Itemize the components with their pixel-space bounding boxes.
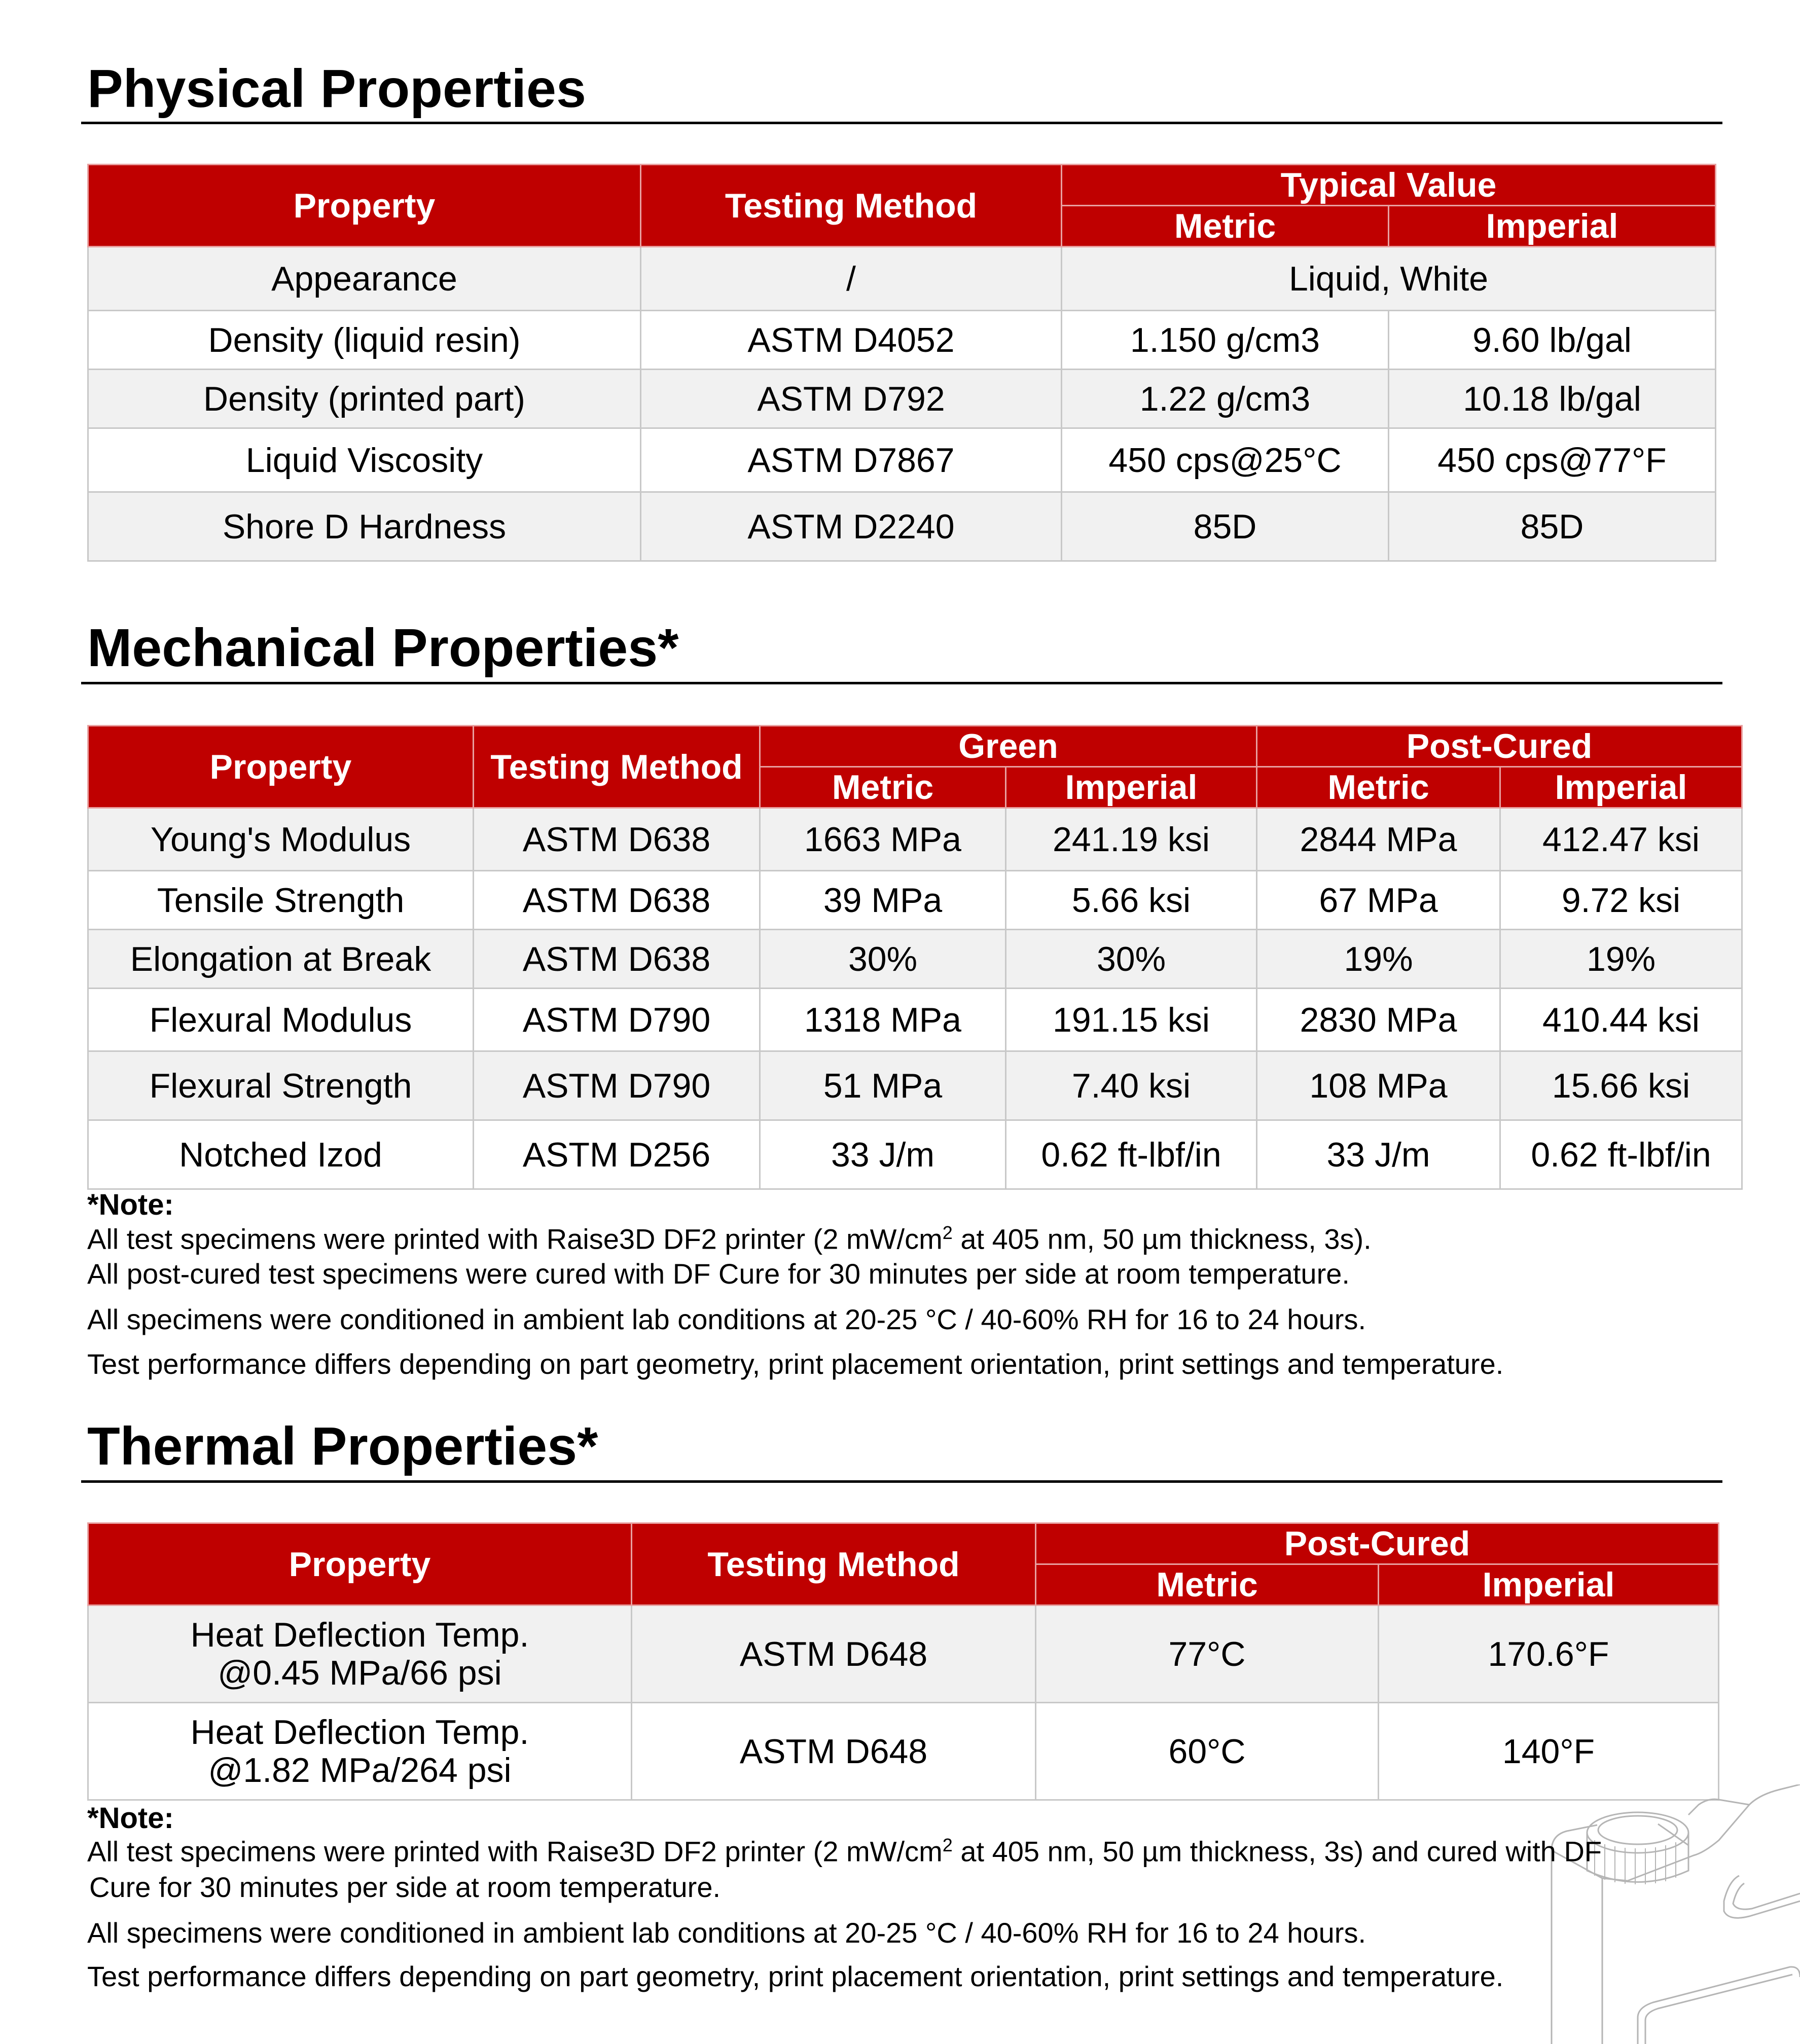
table-row — [88, 808, 1742, 871]
cell-method: ASTM D790 — [474, 1051, 760, 1120]
note-text: at 405 nm, 50 µm thickness, 3s) and cured with DF — [952, 1835, 1602, 1868]
note-text: at 405 nm, 50 µm thickness, 3s). — [952, 1223, 1372, 1255]
header-testing-method: Testing Method — [474, 726, 760, 808]
section-divider — [81, 1480, 1722, 1483]
cell-method: ASTM D638 — [474, 808, 760, 871]
cell-green-metric: 1318 MPa — [760, 989, 1006, 1051]
cell-metric: 1.22 g/cm3 — [1062, 370, 1389, 428]
header-imperial: Imperial — [1379, 1564, 1719, 1605]
cell-green-imperial: 30% — [1006, 930, 1257, 989]
table-row — [88, 428, 1716, 492]
header-post-cured: Post-Cured — [1036, 1523, 1719, 1564]
cell-cured-imperial: 15.66 ksi — [1500, 1051, 1742, 1120]
property-line: @1.82 MPa/264 psi — [208, 1750, 512, 1790]
header-post-cured: Post-Cured — [1257, 726, 1742, 767]
cell-method: ASTM D7867 — [641, 428, 1062, 492]
header-imperial: Imperial — [1389, 206, 1716, 247]
table-row — [88, 370, 1716, 428]
cell-method: ASTM D648 — [632, 1703, 1036, 1800]
cell-green-imperial: 191.15 ksi — [1006, 989, 1257, 1051]
cell-property: Density (printed part) — [88, 370, 641, 428]
cell-imperial: 170.6°F — [1379, 1605, 1719, 1703]
cell-property: Shore D Hardness — [88, 492, 641, 561]
cell-property: Appearance — [88, 247, 641, 311]
cell-method: ASTM D256 — [474, 1120, 760, 1189]
thermal-note-title: *Note: — [87, 1802, 174, 1835]
cell-property: Elongation at Break — [88, 930, 474, 989]
cell-green-metric: 33 J/m — [760, 1120, 1006, 1189]
cell-cured-metric: 2830 MPa — [1257, 989, 1500, 1051]
cell-green-imperial: 5.66 ksi — [1006, 871, 1257, 930]
header-testing-method: Testing Method — [641, 165, 1062, 247]
header-green: Green — [760, 726, 1257, 767]
thermal-note-line: All specimens were conditioned in ambient lab conditions at 20-25 °C / 40-60% RH for 16 to 24 hours. — [87, 1917, 1366, 1949]
table-row — [88, 871, 1742, 930]
mechanical-note-title: *Note: — [87, 1188, 174, 1221]
table-row — [88, 930, 1742, 989]
header-green-metric: Metric — [760, 767, 1006, 808]
cell-property — [88, 1703, 632, 1800]
table-row — [88, 311, 1716, 370]
thermal-note-line — [87, 1835, 1602, 1867]
header-cured-imperial: Imperial — [1500, 767, 1742, 808]
mechanical-note-line: All specimens were conditioned in ambient lab conditions at 20-25 °C / 40-60% RH for 16 to 24 hours. — [87, 1303, 1366, 1335]
cell-green-metric: 51 MPa — [760, 1051, 1006, 1120]
cell-method: ASTM D648 — [632, 1605, 1036, 1703]
cell-method: ASTM D4052 — [641, 311, 1062, 370]
cell-imperial: 85D — [1389, 492, 1716, 561]
cell-method: ASTM D638 — [474, 930, 760, 989]
cell-imperial: 9.60 lb/gal — [1389, 311, 1716, 370]
cell-property: Tensile Strength — [88, 871, 474, 930]
header-cured-metric: Metric — [1257, 767, 1500, 808]
cell-property: Liquid Viscosity — [88, 428, 641, 492]
table-row — [88, 492, 1716, 561]
cell-green-imperial: 0.62 ft-lbf/in — [1006, 1120, 1257, 1189]
header-property: Property — [88, 1523, 632, 1605]
thermal-note-line: Test performance differs depending on part geometry, print placement orientation, print settings and temperature. — [87, 1960, 1504, 1992]
cell-cured-imperial: 9.72 ksi — [1500, 871, 1742, 930]
note-superscript: 2 — [942, 1835, 953, 1855]
cell-cured-metric: 67 MPa — [1257, 871, 1500, 930]
note-text: All test specimens were printed with Raise3D DF2 printer (2 mW/cm — [87, 1835, 943, 1868]
cell-method: ASTM D2240 — [641, 492, 1062, 561]
mechanical-properties-table — [87, 725, 1743, 1190]
cell-method: ASTM D792 — [641, 370, 1062, 428]
cell-imperial: 140°F — [1379, 1703, 1719, 1800]
table-row — [88, 989, 1742, 1051]
cell-method: ASTM D790 — [474, 989, 760, 1051]
table-row — [88, 247, 1716, 311]
mechanical-note-line — [87, 1223, 1372, 1255]
thermal-properties-title: Thermal Properties* — [87, 1416, 598, 1476]
property-line: Heat Deflection Temp. — [190, 1712, 529, 1751]
table-row — [88, 1051, 1742, 1120]
physical-properties-title: Physical Properties — [87, 59, 586, 119]
cell-cured-metric: 2844 MPa — [1257, 808, 1500, 871]
note-text: All test specimens were printed with Raise3D DF2 printer (2 mW/cm — [87, 1223, 943, 1255]
cell-metric: 77°C — [1036, 1605, 1379, 1703]
cell-metric: 450 cps@25°C — [1062, 428, 1389, 492]
cell-metric: 85D — [1062, 492, 1389, 561]
cell-cured-metric: 19% — [1257, 930, 1500, 989]
section-divider — [81, 682, 1722, 684]
header-green-imperial: Imperial — [1006, 767, 1257, 808]
cell-property: Young's Modulus — [88, 808, 474, 871]
table-row — [88, 1120, 1742, 1189]
cell-green-metric: 1663 MPa — [760, 808, 1006, 871]
cell-cured-imperial: 410.44 ksi — [1500, 989, 1742, 1051]
resin-bottle-illustration — [1536, 1784, 1800, 2044]
cell-property — [88, 1605, 632, 1703]
mechanical-note-line: Test performance differs depending on part geometry, print placement orientation, print settings and temperature. — [87, 1348, 1504, 1380]
header-metric: Metric — [1036, 1564, 1379, 1605]
note-superscript: 2 — [942, 1222, 953, 1243]
cell-cured-metric: 108 MPa — [1257, 1051, 1500, 1120]
cell-property: Density (liquid resin) — [88, 311, 641, 370]
cell-green-imperial: 241.19 ksi — [1006, 808, 1257, 871]
thermal-properties-table — [87, 1522, 1719, 1801]
cell-imperial: 10.18 lb/gal — [1389, 370, 1716, 428]
property-line: Heat Deflection Temp. — [190, 1615, 529, 1654]
cell-cured-metric: 33 J/m — [1257, 1120, 1500, 1189]
header-property: Property — [88, 165, 641, 247]
mechanical-note-line: All post-cured test specimens were cured with DF Cure for 30 minutes per side at room temperature. — [87, 1258, 1350, 1290]
cell-property: Flexural Modulus — [88, 989, 474, 1051]
table-row — [88, 1703, 1719, 1800]
cell-method: / — [641, 247, 1062, 311]
cell-green-imperial: 7.40 ksi — [1006, 1051, 1257, 1120]
mechanical-properties-title: Mechanical Properties* — [87, 618, 679, 678]
cell-green-metric: 39 MPa — [760, 871, 1006, 930]
cell-property: Notched Izod — [88, 1120, 474, 1189]
cell-property: Flexural Strength — [88, 1051, 474, 1120]
physical-properties-table — [87, 164, 1716, 562]
cell-metric: 60°C — [1036, 1703, 1379, 1800]
header-property: Property — [88, 726, 474, 808]
section-divider — [81, 122, 1722, 124]
cell-cured-imperial: 0.62 ft-lbf/in — [1500, 1120, 1742, 1189]
table-row — [88, 1605, 1719, 1703]
cell-imperial: 450 cps@77°F — [1389, 428, 1716, 492]
cell-metric: 1.150 g/cm3 — [1062, 311, 1389, 370]
property-line: @0.45 MPa/66 psi — [218, 1653, 502, 1692]
cell-cured-imperial: 412.47 ksi — [1500, 808, 1742, 871]
header-typical-value: Typical Value — [1062, 165, 1716, 206]
cell-cured-imperial: 19% — [1500, 930, 1742, 989]
cell-method: ASTM D638 — [474, 871, 760, 930]
cell-value: Liquid, White — [1062, 247, 1716, 311]
header-metric: Metric — [1062, 206, 1389, 247]
thermal-note-line: Cure for 30 minutes per side at room temperature. — [89, 1871, 721, 1903]
cell-green-metric: 30% — [760, 930, 1006, 989]
header-testing-method: Testing Method — [632, 1523, 1036, 1605]
